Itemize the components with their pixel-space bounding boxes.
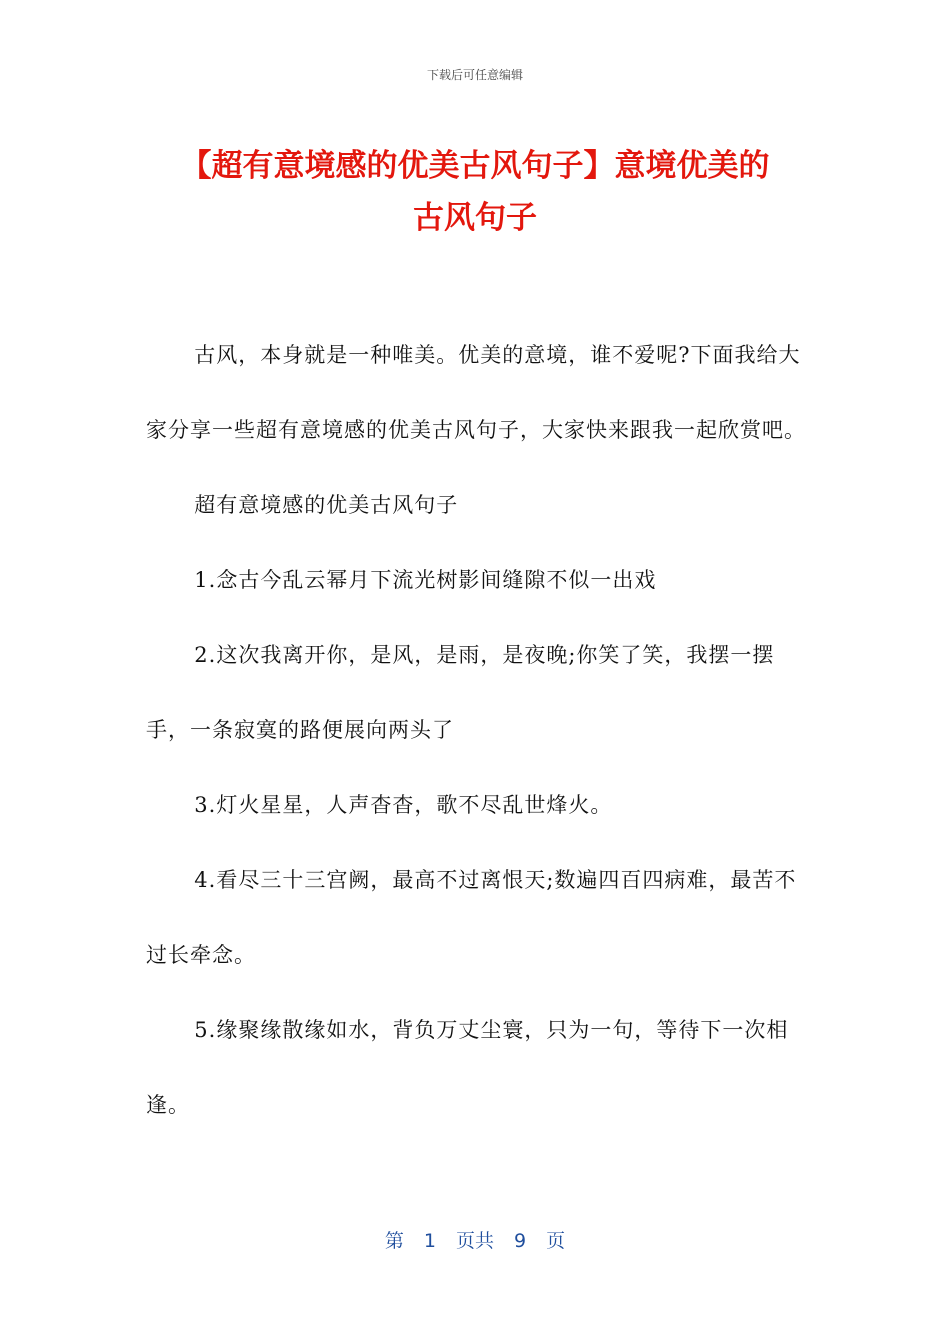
total-pages-number: 9 <box>514 1230 527 1252</box>
title-line-2: 古风句子 <box>413 200 537 236</box>
footer-middle: 页共 <box>455 1230 494 1252</box>
footer-suffix: 页 <box>546 1230 566 1252</box>
section-heading: 超有意境感的优美古风句子 <box>194 493 459 517</box>
list-item: 2.这次我离开你，是风，是雨，是夜晚;你笑了笑，我摆一摆手，一条寂寞的路便展向两头了 <box>146 643 775 742</box>
list-item: 5.缘聚缘散缘如水，背负万丈尘寰，只为一句，等待下一次相逢。 <box>146 1018 789 1117</box>
list-item: 3.灯火星星，人声杳杳，歌不尽乱世烽火。 <box>194 793 613 817</box>
current-page-number: 1 <box>423 1230 436 1252</box>
list-item: 1.念古今乱云幂月下流光树影间缝隙不似一出戏 <box>194 568 657 592</box>
list-item: 4.看尽三十三宫阙，最高不过离恨天;数遍四百四病难，最苦不过长牵念。 <box>146 868 797 967</box>
paragraph-intro: 古风，本身就是一种唯美。优美的意境，谁不爱呢?下面我给大家分享一些超有意境感的优美古风句子，大家快来跟我一起欣赏吧。 <box>146 343 806 442</box>
document-body <box>146 318 806 1143</box>
page-footer <box>0 1226 950 1253</box>
footer-prefix: 第 <box>384 1230 404 1252</box>
header-note: 下载后可任意编辑 <box>426 68 523 82</box>
document-title <box>120 140 830 244</box>
title-line-1: 【超有意境感的优美古风句子】意境优美的 <box>180 148 770 184</box>
